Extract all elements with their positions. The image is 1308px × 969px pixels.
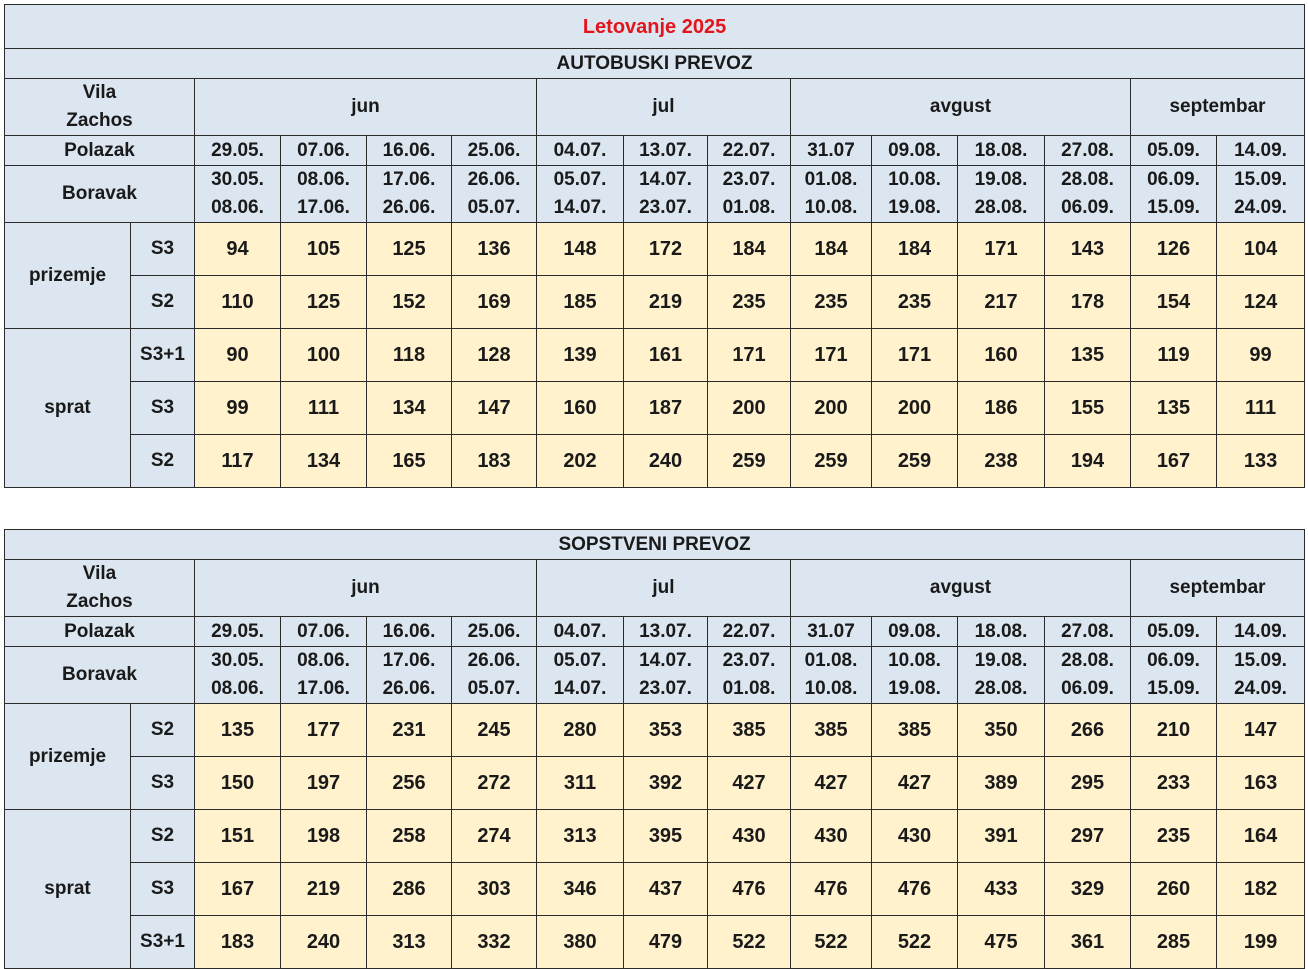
stay-period: 23.07. 01.08. [708, 647, 791, 704]
price-row [5, 276, 1305, 329]
price-cell: 380 [537, 916, 624, 969]
stay-period: 05.07. 14.07. [537, 647, 624, 704]
price-cell: 476 [872, 863, 958, 916]
price-cell: 100 [281, 329, 367, 382]
price-row [5, 916, 1305, 969]
price-cell: 476 [708, 863, 791, 916]
price-cell: 430 [872, 810, 958, 863]
price-cell: 522 [791, 916, 872, 969]
price-cell: 202 [537, 435, 624, 488]
stay-period: 19.08. 28.08. [958, 166, 1045, 223]
price-row [5, 329, 1305, 382]
stay-period: 01.08. 10.08. [791, 166, 872, 223]
price-cell: 148 [537, 223, 624, 276]
price-cell: 164 [1217, 810, 1305, 863]
price-cell: 143 [1045, 223, 1131, 276]
price-cell: 124 [1217, 276, 1305, 329]
price-cell: 522 [708, 916, 791, 969]
villa-name: Vila Zachos [5, 560, 195, 617]
departure-date: 09.08. [872, 617, 958, 647]
departure-date: 25.06. [452, 136, 537, 166]
price-cell: 197 [281, 757, 367, 810]
departure-date: 31.07 [791, 617, 872, 647]
month-header: jun [195, 79, 537, 136]
price-cell: 233 [1131, 757, 1217, 810]
price-cell: 313 [367, 916, 452, 969]
price-cell: 385 [872, 704, 958, 757]
unit-label: S3+1 [131, 916, 195, 969]
stay-period: 14.07. 23.07. [624, 647, 708, 704]
departure-date: 14.09. [1217, 617, 1305, 647]
stay-period: 06.09. 15.09. [1131, 647, 1217, 704]
departure-date: 13.07. [624, 617, 708, 647]
price-cell: 199 [1217, 916, 1305, 969]
departure-date: 09.08. [872, 136, 958, 166]
stay-period: 26.06. 05.07. [452, 647, 537, 704]
stay-period: 28.08. 06.09. [1045, 166, 1131, 223]
price-cell: 184 [708, 223, 791, 276]
polazak-label: Polazak [5, 617, 195, 647]
stay-period: 17.06. 26.06. [367, 647, 452, 704]
price-cell: 163 [1217, 757, 1305, 810]
own-transport-price-table [4, 529, 1305, 969]
price-cell: 332 [452, 916, 537, 969]
unit-label: S3 [131, 223, 195, 276]
unit-label: S2 [131, 276, 195, 329]
price-cell: 391 [958, 810, 1045, 863]
price-cell: 219 [281, 863, 367, 916]
unit-label: S2 [131, 704, 195, 757]
price-cell: 150 [195, 757, 281, 810]
floor-label: sprat [5, 810, 131, 969]
departure-date: 13.07. [624, 136, 708, 166]
unit-label: S3 [131, 382, 195, 435]
price-cell: 171 [791, 329, 872, 382]
price-cell: 274 [452, 810, 537, 863]
departure-row [5, 136, 1305, 166]
price-cell: 235 [872, 276, 958, 329]
price-cell: 171 [958, 223, 1045, 276]
departure-date: 29.05. [195, 617, 281, 647]
price-cell: 178 [1045, 276, 1131, 329]
price-cell: 240 [624, 435, 708, 488]
price-cell: 231 [367, 704, 452, 757]
floor-label: sprat [5, 329, 131, 488]
stay-period: 30.05. 08.06. [195, 647, 281, 704]
stay-period: 28.08. 06.09. [1045, 647, 1131, 704]
price-body [5, 704, 1305, 969]
price-cell: 280 [537, 704, 624, 757]
price-cell: 427 [708, 757, 791, 810]
departure-date: 04.07. [537, 617, 624, 647]
price-cell: 155 [1045, 382, 1131, 435]
month-header: jul [537, 79, 791, 136]
departure-date: 22.07. [708, 136, 791, 166]
unit-label: S2 [131, 810, 195, 863]
month-header: avgust [791, 79, 1131, 136]
price-cell: 392 [624, 757, 708, 810]
stay-period: 08.06. 17.06. [281, 166, 367, 223]
price-cell: 256 [367, 757, 452, 810]
boravak-label: Boravak [5, 647, 195, 704]
departure-date: 27.08. [1045, 136, 1131, 166]
price-cell: 350 [958, 704, 1045, 757]
price-cell: 126 [1131, 223, 1217, 276]
departure-date: 22.07. [708, 617, 791, 647]
price-cell: 266 [1045, 704, 1131, 757]
departure-date: 25.06. [452, 617, 537, 647]
table-subtitle: AUTOBUSKI PREVOZ [5, 49, 1305, 79]
departure-date: 18.08. [958, 617, 1045, 647]
price-cell: 260 [1131, 863, 1217, 916]
price-cell: 167 [195, 863, 281, 916]
price-cell: 297 [1045, 810, 1131, 863]
price-cell: 210 [1131, 704, 1217, 757]
price-cell: 361 [1045, 916, 1131, 969]
price-cell: 259 [791, 435, 872, 488]
stay-row [5, 647, 1305, 704]
stay-period: 26.06. 05.07. [452, 166, 537, 223]
price-cell: 134 [367, 382, 452, 435]
departure-date: 16.06. [367, 136, 452, 166]
price-cell: 183 [452, 435, 537, 488]
stay-period: 23.07. 01.08. [708, 166, 791, 223]
price-cell: 104 [1217, 223, 1305, 276]
month-header: septembar [1131, 560, 1305, 617]
price-cell: 167 [1131, 435, 1217, 488]
price-cell: 433 [958, 863, 1045, 916]
price-cell: 430 [791, 810, 872, 863]
price-cell: 182 [1217, 863, 1305, 916]
departure-date: 07.06. [281, 617, 367, 647]
price-cell: 329 [1045, 863, 1131, 916]
price-cell: 437 [624, 863, 708, 916]
departure-date: 05.09. [1131, 617, 1217, 647]
price-body [5, 223, 1305, 488]
price-cell: 295 [1045, 757, 1131, 810]
stay-period: 15.09. 24.09. [1217, 647, 1305, 704]
price-cell: 110 [195, 276, 281, 329]
price-cell: 313 [537, 810, 624, 863]
price-cell: 111 [1217, 382, 1305, 435]
floor-label: prizemje [5, 704, 131, 810]
departure-date: 07.06. [281, 136, 367, 166]
price-cell: 125 [281, 276, 367, 329]
price-cell: 118 [367, 329, 452, 382]
price-cell: 427 [791, 757, 872, 810]
price-cell: 217 [958, 276, 1045, 329]
price-cell: 311 [537, 757, 624, 810]
stay-period: 15.09. 24.09. [1217, 166, 1305, 223]
price-cell: 286 [367, 863, 452, 916]
price-cell: 198 [281, 810, 367, 863]
departure-date: 04.07. [537, 136, 624, 166]
price-cell: 389 [958, 757, 1045, 810]
price-cell: 135 [195, 704, 281, 757]
price-cell: 479 [624, 916, 708, 969]
villa-name: Vila Zachos [5, 79, 195, 136]
price-cell: 475 [958, 916, 1045, 969]
price-cell: 353 [624, 704, 708, 757]
price-cell: 147 [452, 382, 537, 435]
departure-date: 05.09. [1131, 136, 1217, 166]
price-row [5, 435, 1305, 488]
boravak-label: Boravak [5, 166, 195, 223]
departure-date: 16.06. [367, 617, 452, 647]
departure-date: 31.07 [791, 136, 872, 166]
polazak-label: Polazak [5, 136, 195, 166]
price-cell: 125 [367, 223, 452, 276]
departure-row [5, 617, 1305, 647]
stay-period: 08.06. 17.06. [281, 647, 367, 704]
price-cell: 200 [791, 382, 872, 435]
stay-period: 01.08. 10.08. [791, 647, 872, 704]
price-cell: 194 [1045, 435, 1131, 488]
stay-period: 19.08. 28.08. [958, 647, 1045, 704]
price-cell: 476 [791, 863, 872, 916]
price-row [5, 757, 1305, 810]
price-cell: 117 [195, 435, 281, 488]
stay-period: 30.05. 08.06. [195, 166, 281, 223]
stay-row [5, 166, 1305, 223]
price-cell: 160 [958, 329, 1045, 382]
price-cell: 139 [537, 329, 624, 382]
price-cell: 522 [872, 916, 958, 969]
unit-label: S2 [131, 435, 195, 488]
table-subtitle: SOPSTVENI PREVOZ [5, 530, 1305, 560]
departure-date: 27.08. [1045, 617, 1131, 647]
price-cell: 185 [537, 276, 624, 329]
price-cell: 187 [624, 382, 708, 435]
price-cell: 258 [367, 810, 452, 863]
price-cell: 200 [708, 382, 791, 435]
page-title: Letovanje 2025 [5, 5, 1305, 49]
month-header: avgust [791, 560, 1131, 617]
stay-period: 17.06. 26.06. [367, 166, 452, 223]
price-cell: 135 [1131, 382, 1217, 435]
price-cell: 111 [281, 382, 367, 435]
departure-date: 14.09. [1217, 136, 1305, 166]
month-header: jun [195, 560, 537, 617]
month-header: jul [537, 560, 791, 617]
price-cell: 427 [872, 757, 958, 810]
price-cell: 219 [624, 276, 708, 329]
unit-label: S3+1 [131, 329, 195, 382]
price-cell: 183 [195, 916, 281, 969]
stay-period: 06.09. 15.09. [1131, 166, 1217, 223]
price-row [5, 863, 1305, 916]
price-cell: 99 [1217, 329, 1305, 382]
stay-period: 10.08. 19.08. [872, 647, 958, 704]
price-cell: 152 [367, 276, 452, 329]
unit-label: S3 [131, 757, 195, 810]
stay-period: 10.08. 19.08. [872, 166, 958, 223]
unit-label: S3 [131, 863, 195, 916]
price-cell: 235 [708, 276, 791, 329]
price-cell: 128 [452, 329, 537, 382]
departure-date: 18.08. [958, 136, 1045, 166]
price-cell: 135 [1045, 329, 1131, 382]
price-cell: 235 [791, 276, 872, 329]
price-cell: 90 [195, 329, 281, 382]
price-cell: 171 [708, 329, 791, 382]
price-cell: 119 [1131, 329, 1217, 382]
price-cell: 235 [1131, 810, 1217, 863]
price-cell: 238 [958, 435, 1045, 488]
price-cell: 285 [1131, 916, 1217, 969]
price-cell: 272 [452, 757, 537, 810]
price-cell: 169 [452, 276, 537, 329]
stay-period: 14.07. 23.07. [624, 166, 708, 223]
price-cell: 259 [872, 435, 958, 488]
price-cell: 430 [708, 810, 791, 863]
price-cell: 134 [281, 435, 367, 488]
price-cell: 200 [872, 382, 958, 435]
price-cell: 240 [281, 916, 367, 969]
price-cell: 172 [624, 223, 708, 276]
floor-label: prizemje [5, 223, 131, 329]
price-cell: 346 [537, 863, 624, 916]
price-cell: 303 [452, 863, 537, 916]
price-cell: 147 [1217, 704, 1305, 757]
bus-price-table [4, 4, 1305, 488]
price-cell: 165 [367, 435, 452, 488]
stay-period: 05.07. 14.07. [537, 166, 624, 223]
price-cell: 136 [452, 223, 537, 276]
month-header: septembar [1131, 79, 1305, 136]
price-cell: 160 [537, 382, 624, 435]
price-cell: 105 [281, 223, 367, 276]
price-cell: 184 [791, 223, 872, 276]
price-cell: 99 [195, 382, 281, 435]
departure-date: 29.05. [195, 136, 281, 166]
price-cell: 259 [708, 435, 791, 488]
price-row [5, 810, 1305, 863]
price-cell: 184 [872, 223, 958, 276]
price-row [5, 223, 1305, 276]
price-cell: 245 [452, 704, 537, 757]
price-cell: 151 [195, 810, 281, 863]
price-cell: 385 [791, 704, 872, 757]
price-cell: 186 [958, 382, 1045, 435]
price-cell: 395 [624, 810, 708, 863]
price-cell: 177 [281, 704, 367, 757]
price-cell: 94 [195, 223, 281, 276]
price-cell: 385 [708, 704, 791, 757]
price-cell: 171 [872, 329, 958, 382]
price-row [5, 704, 1305, 757]
price-row [5, 382, 1305, 435]
price-cell: 154 [1131, 276, 1217, 329]
price-cell: 161 [624, 329, 708, 382]
price-cell: 133 [1217, 435, 1305, 488]
